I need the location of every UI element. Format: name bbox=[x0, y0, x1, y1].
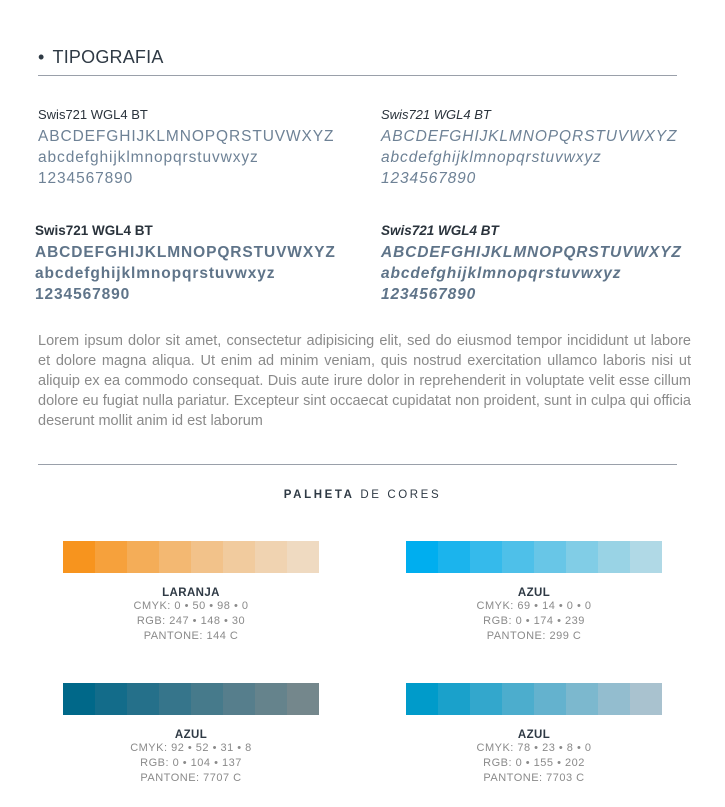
color-tint-7 bbox=[598, 541, 630, 573]
color-tint-5 bbox=[191, 541, 223, 573]
color-name: LARANJA bbox=[162, 587, 220, 599]
section-title-text: TIPOGRAFIA bbox=[52, 47, 164, 67]
swatch-blue-mid bbox=[406, 683, 662, 786]
color-tint-3 bbox=[127, 683, 159, 715]
color-tint-7 bbox=[255, 683, 287, 715]
color-tint-4 bbox=[159, 541, 191, 573]
font-name: Swis721 WGL4 BT bbox=[38, 107, 148, 122]
type-sample-bold-italic bbox=[381, 223, 682, 305]
color-tint-2 bbox=[438, 541, 470, 573]
color-tint-8 bbox=[630, 541, 662, 573]
swatch-orange bbox=[63, 541, 319, 644]
palette-title bbox=[0, 489, 725, 501]
color-rgb: RGB: 247 • 148 • 30 bbox=[136, 615, 246, 627]
swatch-blue-dark bbox=[63, 683, 319, 786]
font-name: Swis721 WGL4 BT bbox=[381, 223, 499, 238]
uppercase-sample: ABCDEFGHIJKLMNOPQRSTUVWXYZ bbox=[38, 128, 335, 145]
digits-sample: 1234567890 bbox=[35, 286, 131, 303]
color-tint-3 bbox=[470, 683, 502, 715]
color-rgb: RGB: 0 • 174 • 239 bbox=[483, 615, 585, 627]
color-tint-7 bbox=[598, 683, 630, 715]
color-tint-1 bbox=[63, 541, 95, 573]
color-pantone: PANTONE: 7703 C bbox=[483, 772, 585, 784]
uppercase-sample: ABCDEFGHIJKLMNOPQRSTUVWXYZ bbox=[381, 128, 678, 145]
title-bullet: • bbox=[38, 47, 45, 67]
color-rgb: RGB: 0 • 155 • 202 bbox=[483, 757, 585, 769]
palette-title-rest: DE CORES bbox=[354, 489, 442, 501]
color-tint-1 bbox=[406, 541, 438, 573]
color-info bbox=[63, 729, 319, 786]
font-name: Swis721 WGL4 BT bbox=[381, 107, 491, 122]
color-strip bbox=[406, 683, 662, 715]
color-tint-7 bbox=[255, 541, 287, 573]
color-tint-8 bbox=[287, 683, 319, 715]
color-pantone: PANTONE: 7707 C bbox=[140, 772, 242, 784]
color-cmyk: CMYK: 69 • 14 • 0 • 0 bbox=[476, 600, 592, 612]
type-sample-italic bbox=[381, 107, 677, 189]
divider-middle bbox=[38, 464, 677, 465]
color-info bbox=[406, 587, 662, 644]
font-name: Swis721 WGL4 BT bbox=[35, 223, 153, 238]
type-sample-bold bbox=[35, 223, 336, 305]
color-tint-5 bbox=[191, 683, 223, 715]
color-name: AZUL bbox=[517, 587, 551, 599]
color-tint-1 bbox=[63, 683, 95, 715]
uppercase-sample: ABCDEFGHIJKLMNOPQRSTUVWXYZ bbox=[381, 244, 682, 261]
color-cmyk: CMYK: 0 • 50 • 98 • 0 bbox=[133, 600, 249, 612]
color-tint-4 bbox=[502, 683, 534, 715]
color-tint-6 bbox=[223, 541, 255, 573]
color-name: AZUL bbox=[174, 729, 208, 741]
color-tint-2 bbox=[95, 683, 127, 715]
color-tint-6 bbox=[566, 683, 598, 715]
color-info bbox=[406, 729, 662, 786]
color-pantone: PANTONE: 299 C bbox=[486, 630, 582, 642]
color-tint-4 bbox=[502, 541, 534, 573]
color-info bbox=[63, 587, 319, 644]
lowercase-sample: abcdefghijklmnopqrstuvwxyz bbox=[35, 265, 276, 282]
color-strip bbox=[63, 683, 319, 715]
lowercase-sample: abcdefghijklmnopqrstuvwxyz bbox=[38, 149, 259, 166]
section-title bbox=[38, 47, 164, 68]
color-tint-1 bbox=[406, 683, 438, 715]
color-tint-8 bbox=[630, 683, 662, 715]
lowercase-sample: abcdefghijklmnopqrstuvwxyz bbox=[381, 265, 622, 282]
color-tint-3 bbox=[470, 541, 502, 573]
type-sample-regular bbox=[38, 107, 334, 189]
color-tint-8 bbox=[287, 541, 319, 573]
color-pantone: PANTONE: 144 C bbox=[143, 630, 239, 642]
color-strip bbox=[406, 541, 662, 573]
color-tint-2 bbox=[95, 541, 127, 573]
lorem-paragraph: Lorem ipsum dolor sit amet, consectetur adipisicing elit, sed do eiusmod tempor incididunt ut labore et dolore magna aliqua. Ut enim ad minim veniam, quis nostrud exercitation ullamco laboris nisi ut aliquip ex ea commodo consequat. Duis aute irure dolor in reprehenderit in voluptate velit esse cillum dolore eu fugiat nulla pariatur. Excepteur sint occaecat cupidatat non proident, sunt in culpa qui officia deserunt mollit anim id est laborum bbox=[38, 333, 691, 429]
lowercase-sample: abcdefghijklmnopqrstuvwxyz bbox=[381, 149, 602, 166]
color-rgb: RGB: 0 • 104 • 137 bbox=[140, 757, 242, 769]
palette-title-bold: PALHETA bbox=[283, 489, 355, 501]
color-tint-6 bbox=[566, 541, 598, 573]
uppercase-sample: ABCDEFGHIJKLMNOPQRSTUVWXYZ bbox=[35, 244, 336, 261]
digits-sample: 1234567890 bbox=[381, 286, 477, 303]
digits-sample: 1234567890 bbox=[381, 170, 477, 187]
color-tint-5 bbox=[534, 683, 566, 715]
swatch-blue-cyan bbox=[406, 541, 662, 644]
color-tint-4 bbox=[159, 683, 191, 715]
digits-sample: 1234567890 bbox=[38, 170, 134, 187]
color-tint-3 bbox=[127, 541, 159, 573]
color-cmyk: CMYK: 92 • 52 • 31 • 8 bbox=[130, 742, 252, 754]
color-strip bbox=[63, 541, 319, 573]
color-name: AZUL bbox=[517, 729, 551, 741]
color-tint-2 bbox=[438, 683, 470, 715]
color-tint-6 bbox=[223, 683, 255, 715]
divider-top bbox=[38, 75, 677, 76]
color-tint-5 bbox=[534, 541, 566, 573]
color-cmyk: CMYK: 78 • 23 • 8 • 0 bbox=[476, 742, 592, 754]
